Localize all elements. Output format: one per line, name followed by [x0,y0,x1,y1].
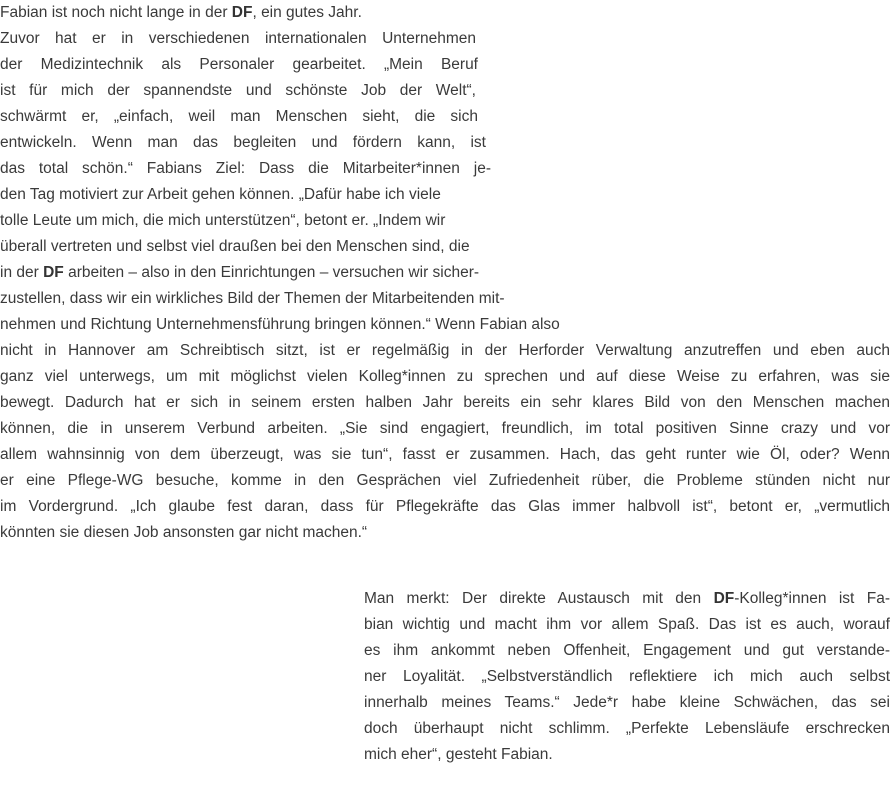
intro-line: überall vertreten und selbst viel draußen bei den Menschen sind, die [0,238,470,255]
intro-line: entwickeln. Wenn man das begleiten und fördern kann, ist [0,134,486,151]
body-line: er eine Pflege-WG besuche, komme in den Gesprächen viel Zufriedenheit rüber, die Probleme stünden nicht nur [0,472,890,489]
brand-abbr: DF [43,264,64,281]
intro-line: das total schön.“ Fabians Ziel: Dass die Mitarbeiter*innen je- [0,160,491,177]
body-line: im Vordergrund. „Ich glaube fest daran, dass für Pflegekräfte das Glas immer halbvoll ist“, betont er, „vermutlich [0,498,890,515]
intro-line: zustellen, dass wir ein wirkliches Bild der Themen der Mitarbeitenden mit- [0,290,505,307]
intro-line: ist für mich der spannendste und schönste Job der Welt“, [0,82,476,99]
brand-abbr: DF [713,590,735,607]
right-line: ner Loyalität. „Selbstverständlich reflektiere ich mich auch selbst [364,668,890,685]
body-line: nicht in Hannover am Schreibtisch sitzt, ist er regelmäßig in der Herforder Verwaltung anzutreffen und eben auch [0,342,890,359]
right-line: es ihm ankommt neben Offenheit, Engagement und gut verstande- [364,642,890,659]
intro-line: in der DF arbeiten – also in den Einrichtungen – versuchen wir sicher- [0,264,480,281]
right-line: mich eher“, gesteht Fabian. [364,746,553,763]
right-line: Man merkt: Der direkte Austausch mit den DF-Kolleg*innen ist Fa- [364,590,890,607]
intro-line: der Medizintechnik als Personaler gearbeitet. „Mein Beruf [0,56,478,73]
body-line: können, die in unserem Verbund arbeiten. „Sie sind engagiert, freundlich, im total positiven Sinne crazy und vor [0,420,890,437]
intro-line: Zuvor hat er in verschiedenen internationalen Unternehmen [0,30,476,47]
brand-abbr: DF [231,4,253,21]
body-line: könnten sie diesen Job ansonsten gar nicht machen.“ [0,524,368,541]
body-line: ganz viel unterwegs, um mit möglichst vielen Kolleg*innen zu sprechen und auf diese Weise zu erfahren, was sie [0,368,890,385]
intro-line: den Tag motiviert zur Arbeit gehen können. „Dafür habe ich viele [0,186,441,203]
right-line: doch überhaupt nicht schlimm. „Perfekte Lebensläufe erschrecken [364,720,890,737]
intro-line: nehmen und Richtung Unternehmensführung bringen können.“ Wenn Fabian also [0,316,560,333]
intro-line: tolle Leute um mich, die mich unterstützen“, betont er. „Indem wir [0,212,446,229]
body-line: allem wahnsinnig von dem überzeugt, was sie tun“, fasst er zusammen. Hach, das geht runter wie Öl, oder? Wenn [0,446,890,463]
intro-line: schwärmt er, „einfach, weil man Menschen sieht, die sich [0,108,478,125]
right-line: innerhalb meines Teams.“ Jede*r habe kleine Schwächen, das sei [364,694,890,711]
right-line: bian wichtig und macht ihm vor allem Spaß. Das ist es auch, worauf [364,616,890,633]
body-line: bewegt. Dadurch hat er sich in seinem ersten halben Jahr bereits ein sehr klares Bild von den Menschen machen [0,394,890,411]
intro-line: Fabian ist noch nicht lange in der DF, ein gutes Jahr. [0,4,362,21]
